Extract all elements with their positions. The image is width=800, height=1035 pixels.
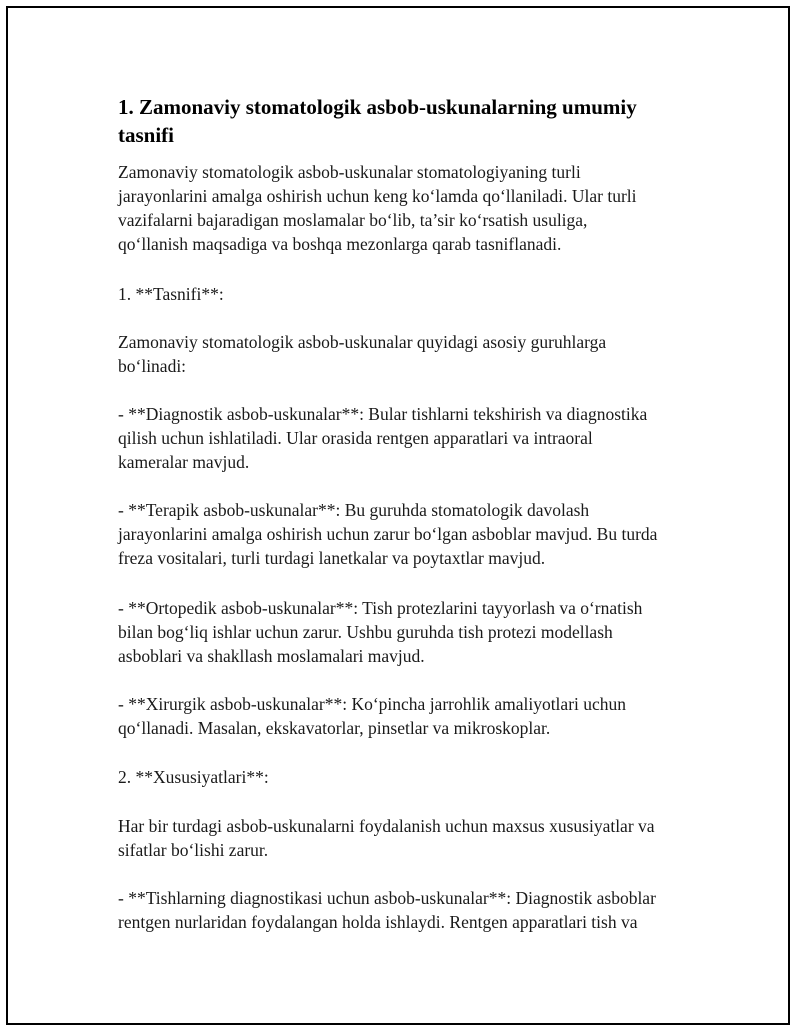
list-item-line: - **Ortopedik asbob-uskunalar**: Tish protezlarini tayyorlash va o‘rnatish [118,598,643,618]
list-item-line: - **Terapik asbob-uskunalar**: Bu guruhda stomatologik davolash [118,500,590,520]
list-item-line: freza vositalari, turli turdagi lanetkalar va poytaxtlar mavjud. [118,548,546,568]
list-item-line: rentgen nurlaridan foydalangan holda ishlaydi. Rentgen apparatlari tish va [118,912,638,932]
paragraph-line: vazifalarni bajaradigan moslamalar bo‘lib, ta’sir ko‘rsatish usuliga, [118,210,588,230]
paragraph-line: qo‘llanish maqsadiga va boshqa mezonlarga qarab tasniflanadi. [118,234,562,254]
list-item-line: - **Xirurgik asbob-uskunalar**: Ko‘pincha jarrohlik amaliyotlari uchun [118,694,627,714]
paragraph-line: bo‘linadi: [118,356,187,376]
list-item-line: bilan bog‘liq ishlar uchun zarur. Ushbu guruhda tish protezi modellash [118,622,613,642]
paragraph-line: Zamonaviy stomatologik asbob-uskunalar quyidagi asosiy guruhlarga [118,332,607,352]
list-item-line: asboblari va shakllash moslamalari mavjud. [118,646,425,666]
list-heading-line: 1. **Tasnifi**: [118,284,224,304]
paragraph-line: sifatlar bo‘lishi zarur. [118,840,269,860]
paragraph-line: Zamonaviy stomatologik asbob-uskunalar stomatologiyaning turli [118,162,581,182]
list-item-line: qilish uchun ishlatiladi. Ular orasida rentgen apparatlari va intraoral [118,428,593,448]
list-item-line: - **Diagnostik asbob-uskunalar**: Bular tishlarni tekshirish va diagnostika [118,404,648,424]
paragraph-line: jarayonlarini amalga oshirish uchun keng ko‘lamda qo‘llaniladi. Ular turli [118,186,637,206]
list-heading-line: 2. **Xususiyatlari**: [118,767,269,787]
list-item-line: kameralar mavjud. [118,452,250,472]
section-heading-line-1: 1. Zamonaviy stomatologik asbob-uskunalarning umumiy [118,95,637,119]
list-item-line: jarayonlarini amalga oshirish uchun zarur bo‘lgan asboblar mavjud. Bu turda [118,524,658,544]
list-item-line: qo‘llanadi. Masalan, ekskavatorlar, pinsetlar va mikroskoplar. [118,718,551,738]
list-item-line: - **Tishlarning diagnostikasi uchun asbob-uskunalar**: Diagnostik asboblar [118,888,656,908]
paragraph-line: Har bir turdagi asbob-uskunalarni foydalanish uchun maxsus xususiyatlar va [118,816,655,836]
section-heading-line-2: tasnifi [118,123,175,147]
